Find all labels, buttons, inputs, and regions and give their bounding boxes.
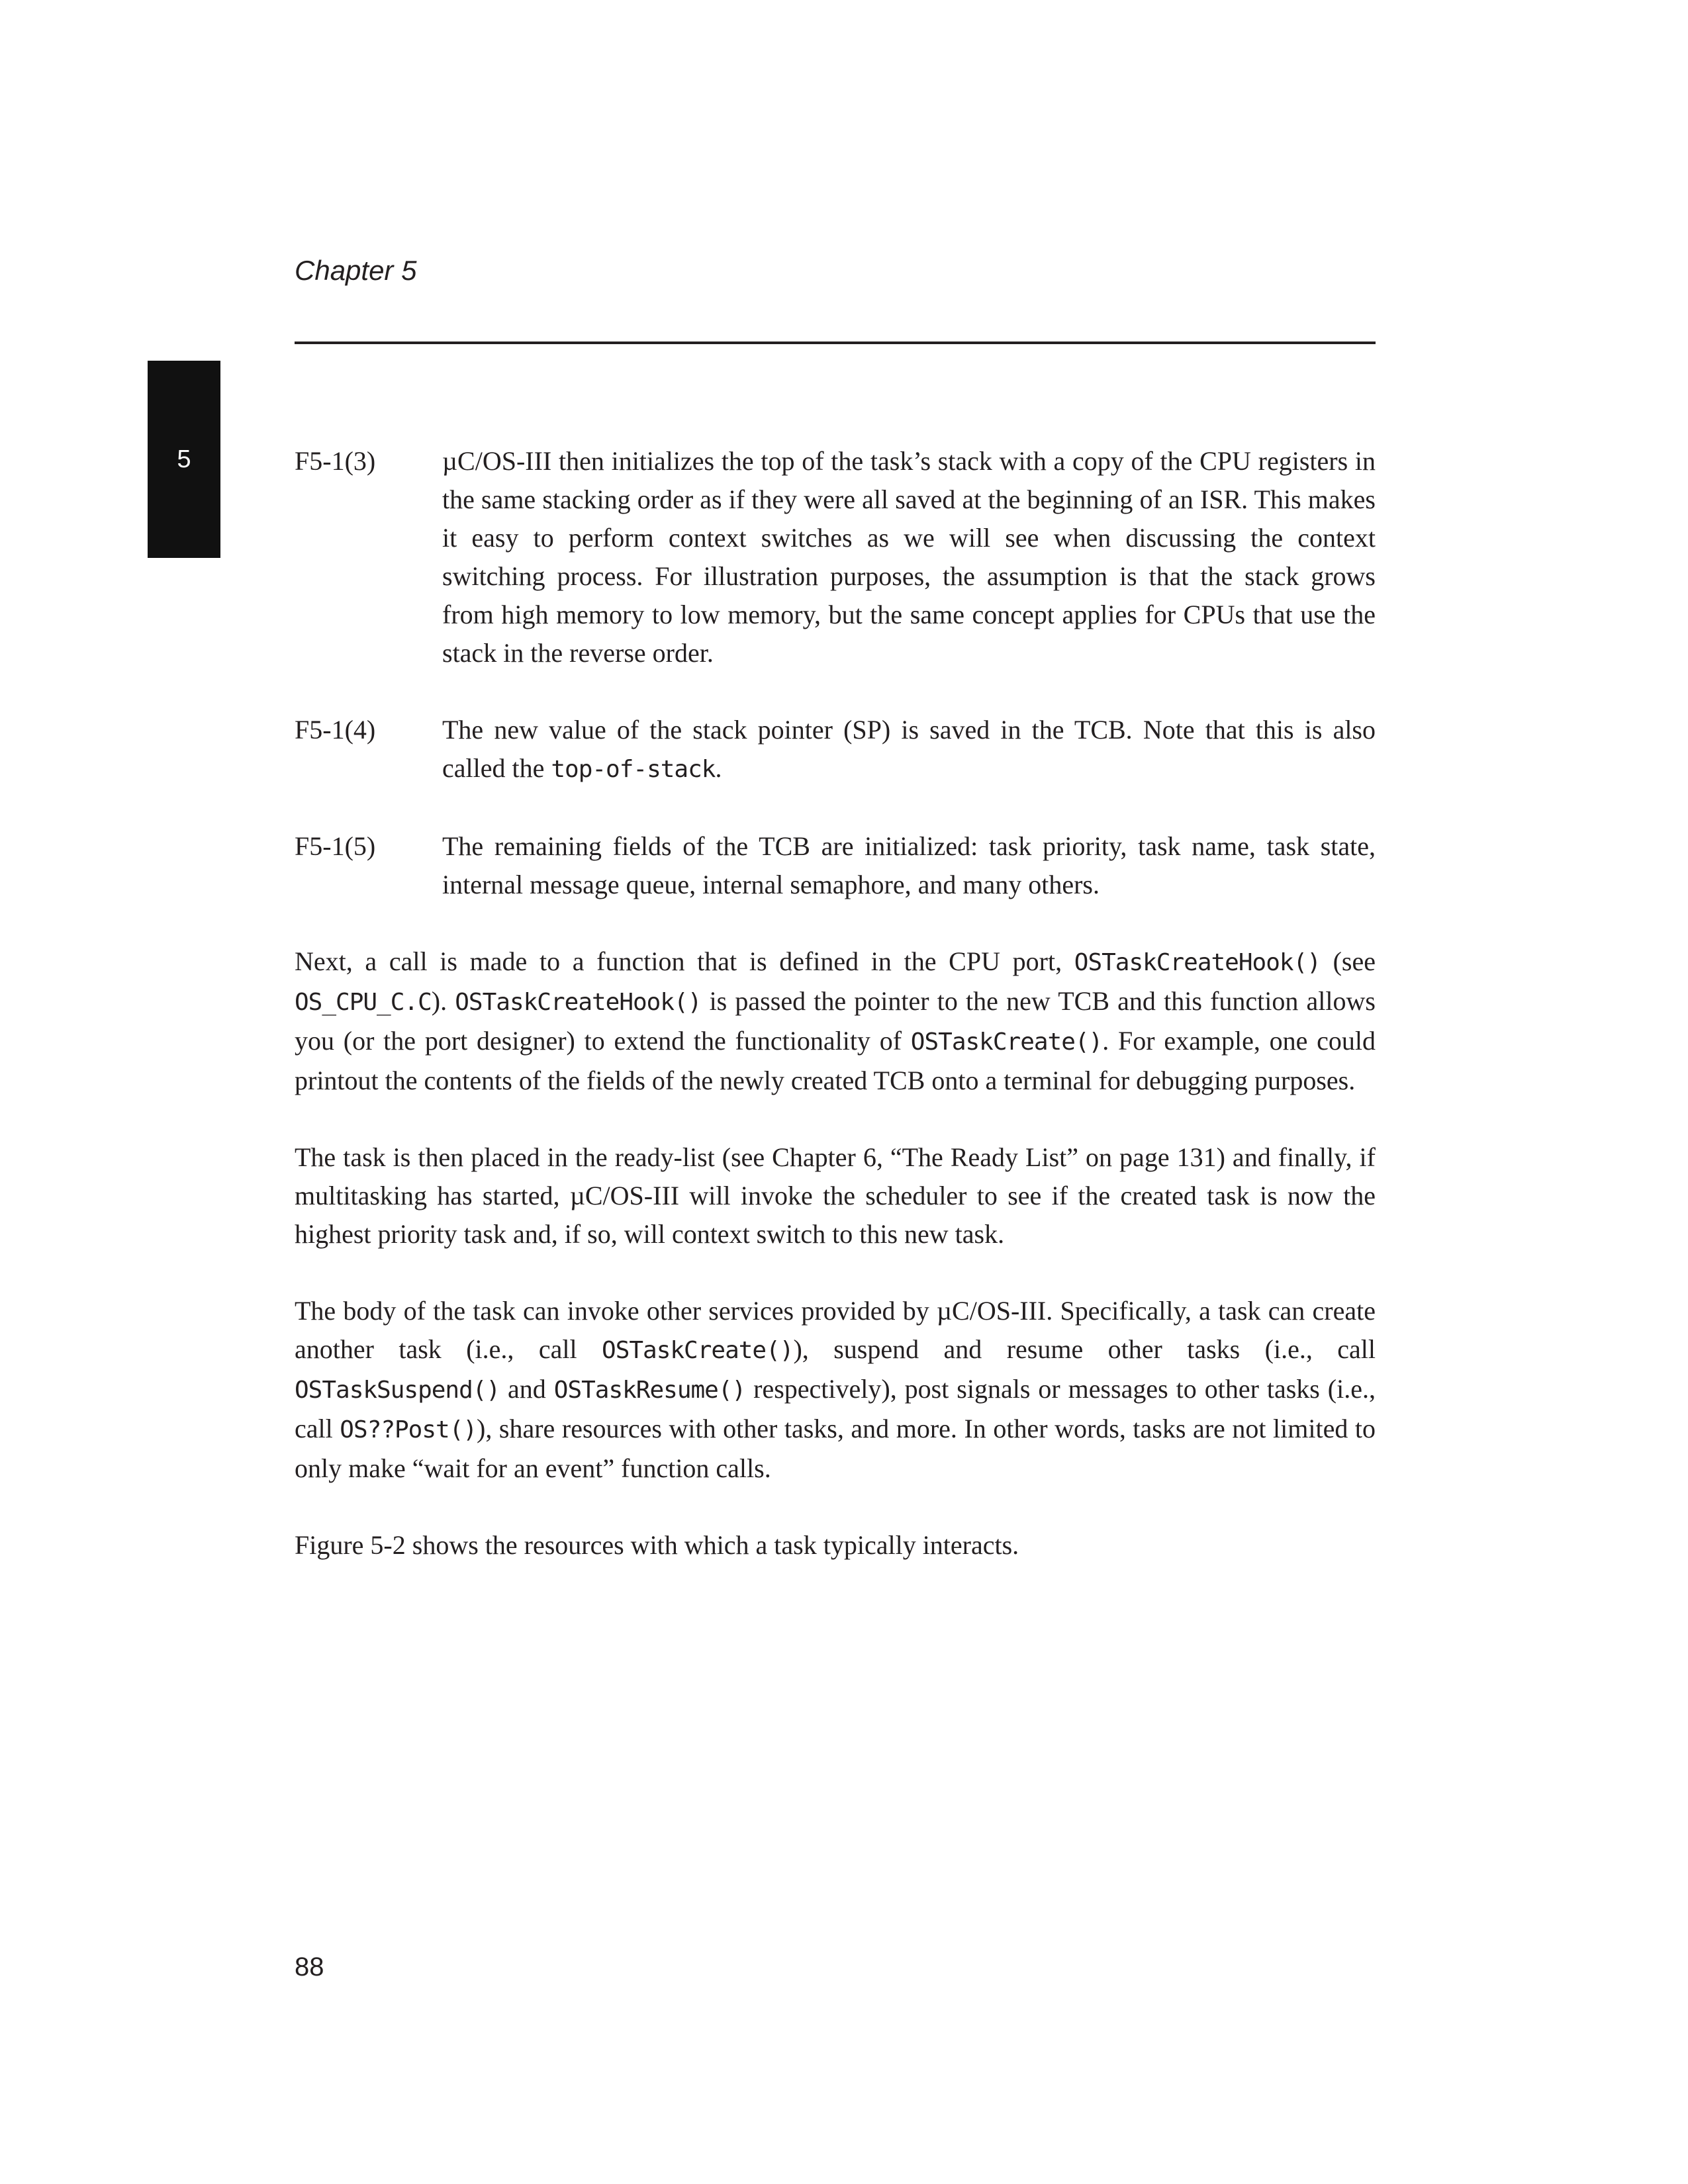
- figure-note-3: [295, 442, 1376, 672]
- chapter-tab-number: 5: [177, 445, 191, 473]
- chapter-header: Chapter 5: [295, 255, 417, 286]
- text-run: Next, a call is made to a function that is defined in the CPU port,: [295, 946, 1074, 976]
- code-top-of-stack: top-of-stack: [551, 756, 716, 783]
- paragraph-ready-list: The task is then placed in the ready-list (see Chapter 6, “The Ready List” on page 131) and finally, if multitasking has started, µC/OS-III will invoke the scheduler to see if the created task is now the highest priority task and, if so, will context switch to this new task.: [295, 1142, 1376, 1249]
- figure-note-4: [295, 711, 1376, 789]
- text-run: ), suspend and resume other tasks (i.e., call: [793, 1334, 1376, 1364]
- text-run: respectively), post signals or messages to other tasks (i.e., call: [295, 1374, 1376, 1443]
- paragraph-create-hook: [295, 942, 1376, 1100]
- note-label: F5-1(5): [295, 831, 376, 861]
- text-run: ).: [431, 986, 455, 1016]
- code-os-post: OS??Post(): [340, 1416, 477, 1443]
- code-ostaskcreatehook: OSTaskCreateHook(): [455, 989, 702, 1016]
- note-text: The remaining fields of the TCB are initialized: task priority, task name, task state, internal message queue, internal semaphore, and many others.: [442, 831, 1376, 899]
- note-text: [442, 711, 1376, 789]
- text-run: The body of the task can invoke other services provided by µC/OS-III. Specifically, a task can create another task (i.e., call: [295, 1296, 1376, 1364]
- page-number: 88: [295, 1952, 324, 1981]
- header-rule: [295, 341, 1376, 344]
- code-ostaskcreate: OSTaskCreate(): [602, 1337, 794, 1364]
- text-run: and: [500, 1374, 554, 1404]
- note-text-part: .: [715, 753, 722, 783]
- figure-note-5: [295, 827, 1376, 904]
- chapter-thumb-tab: [148, 361, 220, 558]
- text-run: . For example, one could printout the contents of the fields of the newly created TCB onto a terminal for debugging purposes.: [295, 1026, 1376, 1095]
- text-run: ), share resources with other tasks, and more. In other words, tasks are not limited to only make “wait for an event” function calls.: [295, 1414, 1376, 1483]
- paragraph-task-body: [295, 1292, 1376, 1488]
- text-run: (see: [1320, 946, 1376, 976]
- note-text: µC/OS-III then initializes the top of the task’s stack with a copy of the CPU registers in the same stacking order as if they were all saved at the beginning of an ISR. This makes it easy to perform context switches as we will see when discussing the context switching process. For illustration purposes, the assumption is that the stack grows from high memory to low memory, but the same concept applies for CPUs that use the stack in the reverse order.: [442, 446, 1376, 668]
- code-ostaskcreate: OSTaskCreate(): [910, 1028, 1103, 1056]
- code-ostaskresume: OSTaskResume(): [553, 1377, 746, 1404]
- note-label: F5-1(4): [295, 715, 376, 745]
- page-body: [295, 442, 1376, 1603]
- code-ostaskcreatehook: OSTaskCreateHook(): [1074, 949, 1321, 976]
- code-ostasksuspend: OSTaskSuspend(): [295, 1377, 500, 1404]
- text-run: is passed the pointer to the new TCB and this function allows you (or the port designer) to extend the functionality of: [295, 986, 1376, 1056]
- code-os-cpu-c: OS_CPU_C.C: [295, 989, 432, 1016]
- paragraph-figure-ref: Figure 5-2 shows the resources with which a task typically interacts.: [295, 1530, 1019, 1560]
- note-text-part: The new value of the stack pointer (SP) is saved in the TCB. Note that this is also called the: [442, 715, 1376, 783]
- note-label: F5-1(3): [295, 446, 376, 476]
